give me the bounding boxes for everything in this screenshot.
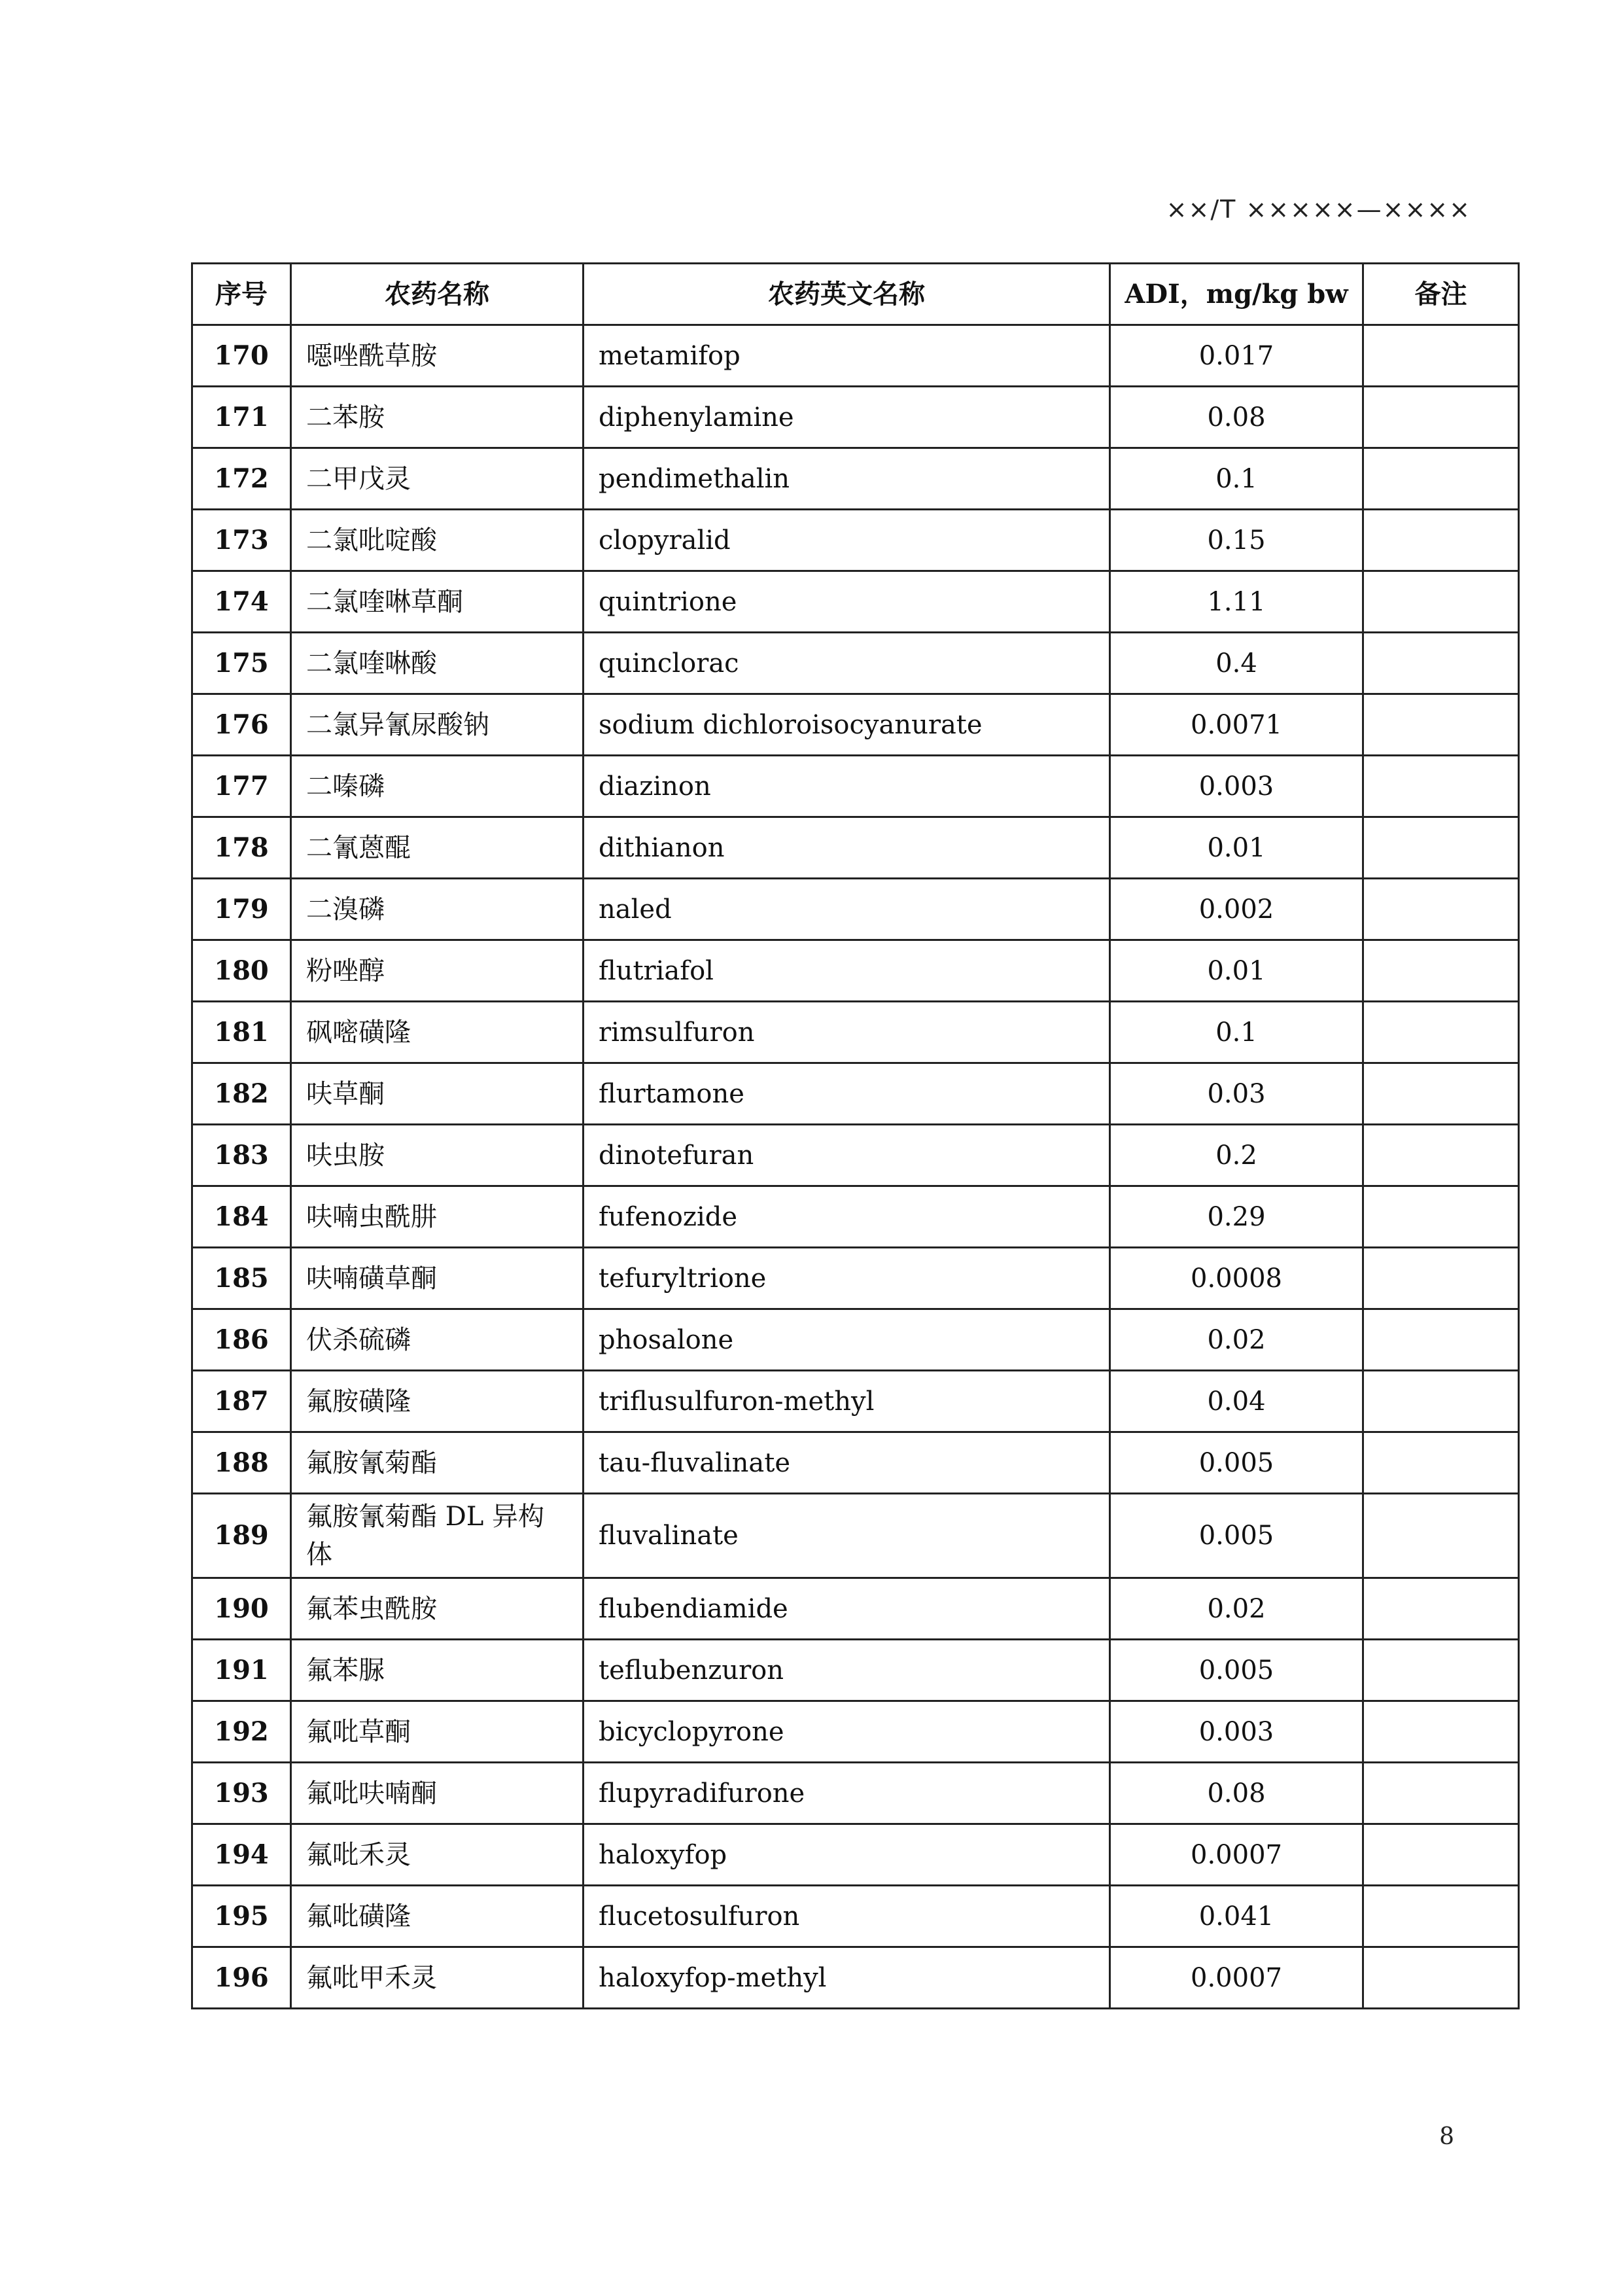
cell-adi-value: 0.003 (1110, 1701, 1363, 1763)
cell-pesticide-name: 二苯胺 (291, 387, 584, 448)
cell-remarks (1363, 571, 1519, 633)
cell-pesticide-name: 氟胺氰菊酯 DL 异构体 (291, 1494, 584, 1578)
cell-pesticide-name: 二甲戊灵 (291, 448, 584, 510)
cell-english-name: triflusulfuron-methyl (584, 1371, 1110, 1432)
cell-adi-value: 0.01 (1110, 940, 1363, 1002)
cell-english-name: phosalone (584, 1309, 1110, 1371)
cell-pesticide-name: 伏杀硫磷 (291, 1309, 584, 1371)
cell-english-name: tefuryltrione (584, 1248, 1110, 1309)
cell-english-name: haloxyfop-methyl (584, 1947, 1110, 2009)
cell-adi-value: 0.2 (1110, 1125, 1363, 1186)
table-row (192, 879, 1519, 940)
cell-serial-number: 177 (192, 756, 291, 817)
cell-adi-value: 0.1 (1110, 448, 1363, 510)
table-row (192, 1886, 1519, 1947)
cell-remarks (1363, 1186, 1519, 1248)
cell-english-name: teflubenzuron (584, 1640, 1110, 1701)
cell-serial-number: 194 (192, 1824, 291, 1886)
cell-pesticide-name: 砜嘧磺隆 (291, 1002, 584, 1063)
cell-remarks (1363, 1248, 1519, 1309)
table-row (192, 1432, 1519, 1494)
cell-adi-value: 0.0008 (1110, 1248, 1363, 1309)
cell-adi-value: 0.005 (1110, 1640, 1363, 1701)
cell-pesticide-name: 呋喃虫酰肼 (291, 1186, 584, 1248)
table-row (192, 571, 1519, 633)
column-header-english-name: 农药英文名称 (584, 264, 1110, 325)
cell-english-name: diphenylamine (584, 387, 1110, 448)
cell-serial-number: 188 (192, 1432, 291, 1494)
cell-remarks (1363, 1371, 1519, 1432)
cell-remarks (1363, 633, 1519, 694)
cell-english-name: fluvalinate (584, 1494, 1110, 1578)
table-row (192, 1002, 1519, 1063)
cell-adi-value: 0.08 (1110, 387, 1363, 448)
cell-pesticide-name: 呋草酮 (291, 1063, 584, 1125)
cell-pesticide-name: 氟胺磺隆 (291, 1371, 584, 1432)
cell-pesticide-name: 氟胺氰菊酯 (291, 1432, 584, 1494)
cell-adi-value: 0.017 (1110, 325, 1363, 387)
cell-pesticide-name: 氟吡草酮 (291, 1701, 584, 1763)
cell-adi-value: 0.005 (1110, 1432, 1363, 1494)
table-row (192, 1701, 1519, 1763)
cell-serial-number: 190 (192, 1578, 291, 1640)
cell-english-name: flubendiamide (584, 1578, 1110, 1640)
cell-pesticide-name: 二溴磷 (291, 879, 584, 940)
cell-adi-value: 1.11 (1110, 571, 1363, 633)
table-row (192, 325, 1519, 387)
cell-adi-value: 0.0007 (1110, 1947, 1363, 2009)
cell-serial-number: 192 (192, 1701, 291, 1763)
cell-serial-number: 175 (192, 633, 291, 694)
cell-pesticide-name: 二嗪磷 (291, 756, 584, 817)
cell-serial-number: 171 (192, 387, 291, 448)
cell-english-name: sodium dichloroisocyanurate (584, 694, 1110, 756)
cell-adi-value: 0.02 (1110, 1578, 1363, 1640)
cell-serial-number: 193 (192, 1763, 291, 1824)
cell-english-name: dinotefuran (584, 1125, 1110, 1186)
table-row (192, 1763, 1519, 1824)
cell-pesticide-name: 氟苯脲 (291, 1640, 584, 1701)
table-row (192, 1186, 1519, 1248)
cell-english-name: clopyralid (584, 510, 1110, 571)
cell-remarks (1363, 1701, 1519, 1763)
cell-serial-number: 174 (192, 571, 291, 633)
cell-pesticide-name: 氟苯虫酰胺 (291, 1578, 584, 1640)
column-header-pesticide-name: 农药名称 (291, 264, 584, 325)
cell-pesticide-name: 粉唑醇 (291, 940, 584, 1002)
cell-remarks (1363, 940, 1519, 1002)
cell-remarks (1363, 879, 1519, 940)
table-row (192, 1947, 1519, 2009)
pesticide-adi-table-container (191, 262, 1518, 2009)
cell-english-name: haloxyfop (584, 1824, 1110, 1886)
table-row (192, 448, 1519, 510)
cell-english-name: bicyclopyrone (584, 1701, 1110, 1763)
cell-pesticide-name: 噁唑酰草胺 (291, 325, 584, 387)
table-row (192, 387, 1519, 448)
cell-remarks (1363, 817, 1519, 879)
cell-adi-value: 0.0071 (1110, 694, 1363, 756)
cell-serial-number: 184 (192, 1186, 291, 1248)
cell-pesticide-name: 氟吡禾灵 (291, 1824, 584, 1886)
table-row (192, 510, 1519, 571)
cell-pesticide-name: 呋喃磺草酮 (291, 1248, 584, 1309)
table-row (192, 756, 1519, 817)
cell-serial-number: 178 (192, 817, 291, 879)
header-row (192, 264, 1519, 325)
table-row (192, 1371, 1519, 1432)
cell-adi-value: 0.005 (1110, 1494, 1363, 1578)
cell-serial-number: 176 (192, 694, 291, 756)
cell-serial-number: 191 (192, 1640, 291, 1701)
cell-adi-value: 0.003 (1110, 756, 1363, 817)
cell-english-name: fufenozide (584, 1186, 1110, 1248)
cell-remarks (1363, 1309, 1519, 1371)
column-header-serial-number: 序号 (192, 264, 291, 325)
table-row (192, 633, 1519, 694)
cell-adi-value: 0.041 (1110, 1886, 1363, 1947)
table-row (192, 1309, 1519, 1371)
cell-adi-value: 0.04 (1110, 1371, 1363, 1432)
cell-adi-value: 0.29 (1110, 1186, 1363, 1248)
document-code: ××/T ×××××—×××× (1166, 195, 1471, 224)
cell-remarks (1363, 1063, 1519, 1125)
column-header-remarks: 备注 (1363, 264, 1519, 325)
cell-serial-number: 186 (192, 1309, 291, 1371)
cell-adi-value: 0.1 (1110, 1002, 1363, 1063)
cell-remarks (1363, 694, 1519, 756)
cell-pesticide-name: 二氯异氰尿酸钠 (291, 694, 584, 756)
column-header-adi: ADI，mg/kg bw (1110, 264, 1363, 325)
table-row (192, 1248, 1519, 1309)
cell-serial-number: 187 (192, 1371, 291, 1432)
cell-english-name: rimsulfuron (584, 1002, 1110, 1063)
cell-remarks (1363, 1578, 1519, 1640)
cell-adi-value: 0.01 (1110, 817, 1363, 879)
cell-remarks (1363, 1002, 1519, 1063)
cell-english-name: pendimethalin (584, 448, 1110, 510)
table-row (192, 1578, 1519, 1640)
cell-remarks (1363, 1494, 1519, 1578)
cell-pesticide-name: 氟吡磺隆 (291, 1886, 584, 1947)
cell-serial-number: 195 (192, 1886, 291, 1947)
table-row (192, 1824, 1519, 1886)
cell-serial-number: 173 (192, 510, 291, 571)
table-row (192, 940, 1519, 1002)
cell-english-name: flucetosulfuron (584, 1886, 1110, 1947)
cell-remarks (1363, 1824, 1519, 1886)
cell-remarks (1363, 1640, 1519, 1701)
cell-remarks (1363, 1886, 1519, 1947)
cell-pesticide-name: 二氰蒽醌 (291, 817, 584, 879)
pesticide-adi-table (191, 262, 1520, 2009)
cell-english-name: dithianon (584, 817, 1110, 879)
table-row (192, 817, 1519, 879)
cell-english-name: metamifop (584, 325, 1110, 387)
cell-english-name: flurtamone (584, 1063, 1110, 1125)
cell-remarks (1363, 448, 1519, 510)
cell-english-name: naled (584, 879, 1110, 940)
cell-pesticide-name: 氟吡甲禾灵 (291, 1947, 584, 2009)
cell-serial-number: 189 (192, 1494, 291, 1578)
cell-serial-number: 180 (192, 940, 291, 1002)
table-header (192, 264, 1519, 325)
cell-remarks (1363, 1763, 1519, 1824)
table-row (192, 1063, 1519, 1125)
cell-pesticide-name: 氟吡呋喃酮 (291, 1763, 584, 1824)
cell-adi-value: 0.002 (1110, 879, 1363, 940)
cell-english-name: quintrione (584, 571, 1110, 633)
cell-serial-number: 170 (192, 325, 291, 387)
cell-adi-value: 0.08 (1110, 1763, 1363, 1824)
cell-adi-value: 0.03 (1110, 1063, 1363, 1125)
cell-remarks (1363, 1947, 1519, 2009)
cell-serial-number: 172 (192, 448, 291, 510)
table-body (192, 325, 1519, 2009)
cell-adi-value: 0.0007 (1110, 1824, 1363, 1886)
cell-serial-number: 185 (192, 1248, 291, 1309)
cell-english-name: quinclorac (584, 633, 1110, 694)
cell-pesticide-name: 呋虫胺 (291, 1125, 584, 1186)
cell-adi-value: 0.15 (1110, 510, 1363, 571)
table-row (192, 694, 1519, 756)
cell-english-name: tau-fluvalinate (584, 1432, 1110, 1494)
cell-remarks (1363, 756, 1519, 817)
table-row (192, 1494, 1519, 1578)
cell-pesticide-name: 二氯吡啶酸 (291, 510, 584, 571)
cell-serial-number: 183 (192, 1125, 291, 1186)
table-row (192, 1125, 1519, 1186)
cell-pesticide-name: 二氯喹啉酸 (291, 633, 584, 694)
cell-serial-number: 179 (192, 879, 291, 940)
page-number: 8 (1439, 2123, 1454, 2150)
cell-remarks (1363, 510, 1519, 571)
cell-remarks (1363, 1432, 1519, 1494)
cell-remarks (1363, 387, 1519, 448)
cell-serial-number: 182 (192, 1063, 291, 1125)
cell-english-name: flupyradifurone (584, 1763, 1110, 1824)
cell-english-name: diazinon (584, 756, 1110, 817)
cell-serial-number: 196 (192, 1947, 291, 2009)
cell-adi-value: 0.02 (1110, 1309, 1363, 1371)
cell-adi-value: 0.4 (1110, 633, 1363, 694)
cell-serial-number: 181 (192, 1002, 291, 1063)
table-row (192, 1640, 1519, 1701)
cell-remarks (1363, 1125, 1519, 1186)
cell-pesticide-name: 二氯喹啉草酮 (291, 571, 584, 633)
cell-remarks (1363, 325, 1519, 387)
cell-english-name: flutriafol (584, 940, 1110, 1002)
